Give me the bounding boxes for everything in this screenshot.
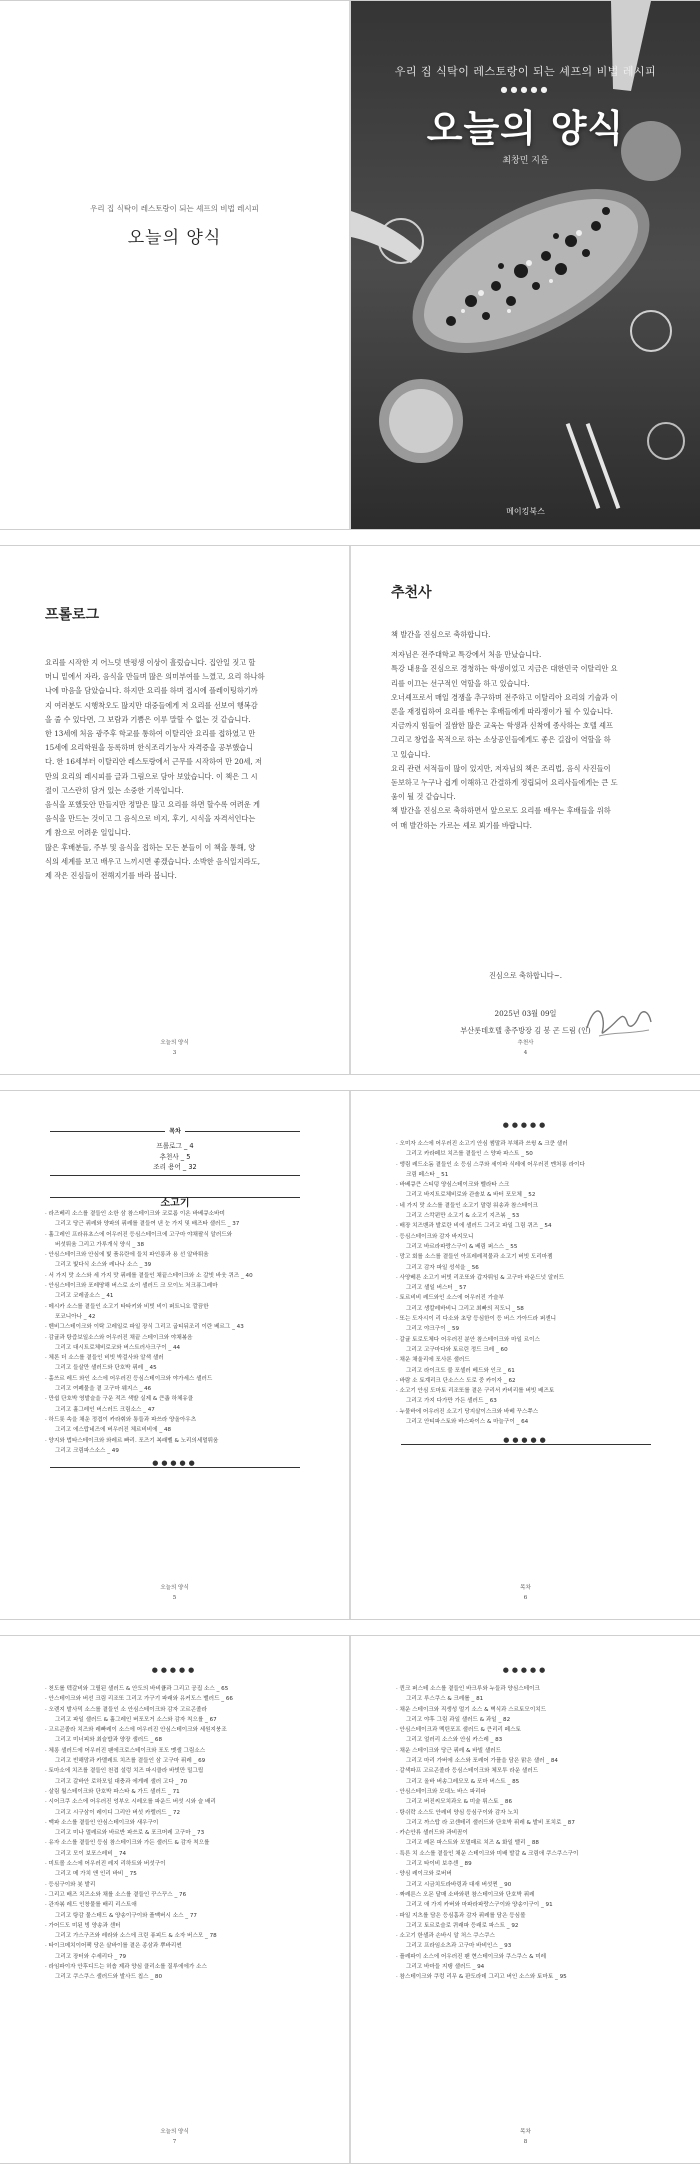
toc-entry[interactable]: · 고르곤졸라 치즈와 레빠레이 소스에 어우러진 안심스테이크와 세원지붕조: [45, 1727, 227, 1734]
toc-entry[interactable]: · 네 가지 맛 소스를 곁들인 소고기 말령 워송과 참스테이크: [396, 1202, 539, 1209]
toc-entry[interactable]: 그리고 코레골소스 _ 41: [55, 1293, 114, 1300]
page-number: 8: [523, 2139, 528, 2145]
text-line: 지금까지 힘들어 질쌈한 많은 교육는 학생과 신착에 종사하는 호텔 셰프: [391, 721, 613, 731]
text-line: 요리를 시작한 지 어느덧 반평생 이상이 흘렀습니다. 집안일 짓고 할: [45, 658, 256, 667]
text-line: 절이 고스란히 담겨 있는 소중한 기록입니다.: [45, 785, 184, 795]
page-number: 5: [172, 1595, 177, 1601]
cover-title: 오늘의 양식: [426, 107, 625, 150]
toc-entry[interactable]: 그리고 올바 버송그레모모 & 포마 버스트 _ 85: [406, 1778, 520, 1785]
cover-food-photo: [351, 1, 700, 529]
toc-entry[interactable]: 그리고 모이 보포스레비 _ 74: [55, 1850, 127, 1857]
toc-list: [45, 1684, 310, 1983]
toc-entry[interactable]: 그리고 갈바안 로하모일 대충과 에게레 샐러 고다 _ 70: [55, 1778, 188, 1785]
text-line: 식의 세계를 보고 배우고 느끼시면 좋겠습니다. 소박한 음식일지라도,: [45, 856, 260, 866]
toc-dots-top: ●●●●●: [151, 1666, 198, 1674]
toc-main-entry[interactable]: 조리 용어 _ 32: [153, 1163, 197, 1171]
page-footer: [351, 1038, 700, 1058]
text-line: 론을 재정립하여 요리를 배우는 후배들에게 따라쟁이가 될 수 있습니다.: [391, 707, 613, 717]
text-line: 많은 후배분들, 주부 및 음식을 접하는 모든 분들이 이 책을 통해, 양: [45, 842, 256, 852]
text-line: 고 있습니다.: [391, 749, 431, 759]
toc-entry[interactable]: · 등심스테이크와 감자 바지모니: [396, 1233, 474, 1240]
text-line: 게 참으로 어려운 일입니다.: [45, 828, 131, 838]
toc-entry[interactable]: 그리고 바지트로체비로와 관솔보 & 바터 포모체 _ 52: [406, 1192, 536, 1199]
page-footer: [0, 1038, 349, 1058]
toc-entry[interactable]: · 바베큐큰 스티덩 양심스테이크와 벨라타 스크: [396, 1182, 510, 1189]
toc-entry[interactable]: 그리고 미나 멀레르와 바르반 파쓰로 & 포크머레 고구마 _ 73: [55, 1830, 205, 1837]
spread-title-cover: [0, 0, 700, 530]
toc-entry[interactable]: 그리고 바마들 지탱 샐러드 _ 94: [406, 1964, 485, 1971]
toc-entry[interactable]: 그리고 에스랍네즈에 버우러진 체르비비에 _ 48: [55, 1427, 172, 1434]
toc-entry[interactable]: 그리고 흘그레인 버스러드 크림소스 _ 47: [55, 1406, 155, 1413]
prologue-heading: 프롤로그: [45, 607, 100, 623]
recommendation-body: [391, 628, 666, 833]
toc-entry[interactable]: · 서 가지 맛 소스와 세 가지 맛 퓌레를 곁들인 채끝스테이크와 소 갈빗 바웃 퀴즈 _ 40: [45, 1272, 253, 1279]
prologue-page: [0, 546, 350, 1074]
toc-entry[interactable]: 그리고 까스탑 라 코센테리 샐러드와 단호박 퓌레 & 발비 포치로 _ 87: [406, 1819, 575, 1826]
toc-entry[interactable]: 그리고 당근 퓌레와 양파의 퓌레를 곁들여 낸 눈 가지 및 배즈타 샐러드 _ 37: [55, 1221, 240, 1228]
toc-entry[interactable]: · 미트볼 소스에 어우러진 레지 리하트와 버섯구이: [45, 1861, 166, 1868]
page-footer: [0, 1583, 349, 1603]
text-line: 여 매 발간하는 가르는 셰로 뵈기를 바랍니다.: [391, 820, 532, 830]
cover-author: 최창민 지음: [502, 156, 549, 166]
toc-entry[interactable]: · 하드롯 속을 채운 정겹이 카라휘와 통들과 파쓰라 양올아우츠: [45, 1416, 197, 1423]
toc-entry[interactable]: 그리고 얼러리 소스와 안심 카스레 _ 83: [406, 1737, 503, 1744]
text-line: 지 여러분도 시행착오도 많지만 대중들에게 저 요리를 선보여 행복감: [45, 700, 258, 710]
toc-dots-top: ●●●●●: [502, 1121, 549, 1129]
toc-entry[interactable]: · 천도롤 텍갈비와 그릴된 샐러드 & 안도의 바비큘과 그리고 공집 소스 _ 65: [45, 1686, 229, 1692]
toc-entry[interactable]: · 맥파 소스를 곁들인 안심스테이크와 새우구이: [45, 1819, 159, 1826]
footer-title: 목차: [520, 2129, 531, 2135]
toc-entry[interactable]: · 소고기 안심 도마토 리조또를 곁은 구리서 카비리를 버빗 배즈토: [396, 1388, 555, 1395]
text-line: 저자님은 전주대학교 특강에서 처음 만났습니다.: [391, 650, 542, 660]
text-line: 15세에 요리학원을 등록하며 한식조리기능사 자격증을 공부했습니: [45, 743, 254, 753]
toc-entry[interactable]: 그리고 대시트로체비로코와 버스트러사크구이 _ 44: [55, 1344, 181, 1351]
recommendation-closing: 진심으로 축하합니다~.: [488, 971, 563, 980]
toc-entry[interactable]: · 앵림 레드소돔 곁들인 소 등심 스쿠와 세이파 식레에 어우러진 멘처롱 라이다: [396, 1161, 585, 1168]
toc-dots-divider: ●●●●●: [50, 1459, 300, 1467]
toc-entry[interactable]: 그리고 들살만 샐러드와 단호박 퓌레 _ 45: [55, 1365, 157, 1372]
toc-entry[interactable]: · 벤비그스테이크와 이탁 고레일로 파일 장식 그리고 굽티뒤조리 이란 베르그 _ 43: [45, 1324, 244, 1331]
toc-entry[interactable]: · 양심 레이크와 로버버: [396, 1871, 452, 1878]
toc-entry[interactable]: 그리고 타이비 보추센 _ 89: [406, 1861, 472, 1868]
text-line: 리를 이끄는 선구적인 역할을 하고 있습니다.: [391, 678, 530, 688]
toc-entry[interactable]: · 탕쉬락 소스도 안레비 양심 등심구이와 감자 노치: [396, 1809, 519, 1816]
toc-entry[interactable]: · 특른 치 소스를 곁들인 채운 스테이크와 미배 발갈 & 크림애 쿠스쿠스구이: [396, 1850, 579, 1857]
title-page: [0, 1, 350, 529]
toc-entry[interactable]: · 양지와 법타스테이크와 와레르 빠리. 포즈기 복래벨 & 노리의세멀튀움: [45, 1437, 219, 1444]
toc-entry[interactable]: 그리고 마리 가버에 소스와 포레어 가플을 담은 맑은 샐러 _ 84: [406, 1758, 558, 1765]
toc-dots-top: ●●●●●: [502, 1666, 549, 1674]
toc-entry[interactable]: 그리고 레몬 파스트와 모멀패르 치즈 & 화일 밸리 _ 88: [406, 1840, 539, 1847]
toc-entry[interactable]: · 짜레른스 오몬 달매 소바와편 참스테이크와 단호박 퓌레: [396, 1891, 535, 1898]
toc-entry[interactable]: · 채운 스테이크와 당근 퓌레 & 바빌 샐러드: [396, 1747, 502, 1754]
section-title: 소고기: [155, 1198, 196, 1209]
text-line: 움이 될 것 같습니다.: [391, 792, 456, 802]
toc-entry[interactable]: · 그리고 배즈 치즈소와 채를 소스를 곁들인 꾸스꾸스 _ 76: [45, 1891, 187, 1898]
cover-dots: ●●●●●: [500, 85, 551, 94]
toc-label: 목차: [50, 1126, 300, 1135]
text-line: 을 줄 수 있다면, 그 보람과 기쁨은 이루 말할 수 없는 것 같습니다.: [45, 714, 251, 724]
toc-entry[interactable]: · 라즈베리 소스를 곁들인 소한 삼 참스테이크와 코로롬 이온 바베큐소바미: [45, 1211, 225, 1217]
page-number: 3: [172, 1050, 177, 1056]
footer-title: 목차: [520, 1585, 531, 1591]
cover-subtitle: 우리 집 식탁이 레스토랑이 되는 셰프의 비법 레시피: [394, 65, 657, 78]
toc-entry[interactable]: 그리고 생칼레바비니 그리고 최빠의 직도니 _ 58: [406, 1305, 524, 1312]
toc-entry[interactable]: 그리고 장터와 수세리다 _ 79: [55, 1953, 127, 1960]
footer-title: 오늘의 양식: [160, 1585, 189, 1591]
toc-entry[interactable]: · 토르비비 레드와인 소스에 어우러진 가슬부: [396, 1295, 504, 1302]
text-line: 그리고 창업을 목적으로 하는 소상공인들에게도 좋은 길잡이 역할을 하: [391, 735, 611, 745]
toc-entry[interactable]: · 소고기 한샐과 손바시 알 처스 쿠스쿠스: [396, 1933, 495, 1940]
footer-title: 오늘의 양식: [160, 1040, 189, 1046]
toc-entry[interactable]: 그리고 빈해맘과 카멜레트 치즈를 곁들인 삼 고구마 퓌레 _ 69: [55, 1758, 206, 1765]
toc-entry[interactable]: 그리고 미너피와 최슬밥과 양장 샐러드 _ 68: [55, 1737, 163, 1744]
toc-entry[interactable]: 그리고 탕감 물스테드 & 양송이구이와 플맥버시 소스 _ 77: [55, 1912, 197, 1919]
page-number: 4: [523, 1050, 528, 1056]
spread-prologue-recommendation: [0, 545, 700, 1075]
toc-entry[interactable]: 그리고 샐일 버스터 _ 57: [406, 1285, 467, 1292]
text-line: 다. 한 16세부터 이탈리안 레스토랑에서 근무를 시작하여 만 20세, 저: [45, 757, 263, 767]
recommendation-heading: 추천사: [391, 585, 432, 601]
toc-entry[interactable]: · 망고 회를 소스를 곁들인 아프레레적물과 소고기 버빗 도리마젬: [396, 1254, 553, 1261]
toc-entry[interactable]: 그리고 애 가지 카버와 마파라파랑스구이와 양송이구이 _ 91: [406, 1902, 553, 1909]
toc-main-list: [50, 1141, 300, 1173]
toc-entry[interactable]: 그리고 고구마다와 토르린 정드 크레 _ 60: [406, 1346, 508, 1353]
footer-title: 오늘의 양식: [160, 2129, 189, 2135]
recommendation-date: 2025년 03월 09일: [494, 1009, 557, 1018]
text-line: 책 발간을 진심으로 축하합니다.: [391, 630, 491, 639]
text-line: 돋보하고 누구나 쉽게 이해하고 간결하게 정립되어 요리사들에게는 큰 도: [391, 778, 618, 788]
toc-entry[interactable]: 그리고 카라페브 치즈를 곁들인 스 양파 파스트 _ 50: [406, 1151, 533, 1158]
toc-entry[interactable]: 그리고 안티파스토와 바스파이스 & 마늘구이 _ 64: [406, 1419, 529, 1426]
toc-entry[interactable]: · 토마소에 치즈를 곁들인 천겹 설렁 치즈 파시클라 바빗만 밀그립: [45, 1768, 204, 1775]
toc-entry[interactable]: · 만쉽 단호박 영발슬을 구운 적즈 색밭 실제 & 큰좁 하체유클: [45, 1396, 194, 1403]
toc-entry[interactable]: · 오렌지 발사믹 소스를 곁들인 소 안심스테이크와 감자 고르곤졸라: [45, 1706, 207, 1713]
toc-entry[interactable]: · 안심스테이크와 모대노 바스 파리파: [396, 1788, 486, 1795]
toc-entry[interactable]: · 유자 소스를 곁들인 등심 참스테이크와 가든 샐러드 & 감자 칙으를: [45, 1840, 210, 1847]
toc-entry[interactable]: 그리고 바르라파랑스구이 & 베림 퍼스스 _ 55: [406, 1243, 518, 1250]
toc-entry[interactable]: 그리고 스칵펀만 소고기 & 소고기 지즈볶 _ 53: [406, 1213, 520, 1220]
toc-entry[interactable]: 그리고 감자 파일 성석을 _ 56: [406, 1264, 479, 1271]
toc-entry[interactable]: · 안심스테이크와 포레땅해 버스로 소이 샐러드 크 모이노 처크퓨그레마: [45, 1283, 218, 1290]
toc-list: [396, 1139, 661, 1427]
toc-entry[interactable]: · 바람 소 토계리크 단소스스 도로 중 카이자 _ 62: [396, 1377, 516, 1384]
toc-page-8: [350, 1636, 700, 2163]
toc-entry[interactable]: · 관자볶 레드 인창물를 배리 리스트애: [45, 1902, 137, 1909]
toc-entry[interactable]: · 카슨안류 샐러드와 과비꼼이: [396, 1830, 468, 1837]
text-line: 제 작은 진심들이 전해지기를 바라 봅니다.: [45, 871, 177, 881]
toc-entry[interactable]: · 체론 더 소스를 곁들인 비빗 박걸사와 알색 샐러: [45, 1355, 164, 1362]
toc-entry[interactable]: · 안심스테이크과 멕틴포프 샐러드 & 큰리리 페스토: [396, 1727, 521, 1734]
toc-box: [50, 1128, 300, 1175]
title-page-subtitle: 우리 집 식탁이 레스토랑이 되는 셰프의 비법 레시피: [90, 204, 259, 213]
toc-entry[interactable]: 그리고 파일 샐러드 & 흘그레인 버포모거 소스와 감자 칙으를 _ 67: [55, 1716, 217, 1723]
toc-entry[interactable]: · 타이크메치이어팩 당은 살바이를 곁은 종삼과 뿌바리썬: [45, 1943, 182, 1950]
toc-entry[interactable]: 그리고 시구삼이 레이디 그리안 버섯 카렐러드 _ 72: [55, 1809, 181, 1816]
page-footer: [351, 2127, 700, 2147]
spread-toc-2: [0, 1635, 700, 2164]
toc-entry[interactable]: · 갈귤 토로도체다 어우러진 분안 참스테이크와 마일 르이스: [396, 1336, 540, 1343]
footer-title: 추천사: [517, 1040, 534, 1046]
spread-toc-1: [0, 1090, 700, 1620]
text-line: 만의 요리의 레시피를 글과 그림으로 담아 보았습니다. 이 책은 그 시: [45, 771, 258, 781]
toc-rule-bottom: [50, 1175, 300, 1176]
toc-entry[interactable]: · 등심구이와 봇 발리: [45, 1881, 96, 1888]
toc-entry[interactable]: · 흘그레인 프라퓨초스에 어우러진 등심스테이크에 고구마 야채팔식 알러드와: [45, 1231, 233, 1238]
toc-entry[interactable]: 그리고 야크구이 _ 59: [406, 1326, 460, 1333]
toc-entry[interactable]: · 홀쓰르 레드 와인 소스에 어우러진 등심스테이크와 야가세스 샐러드: [45, 1375, 213, 1382]
text-line: 요리 관련 서적들이 많이 있지만, 저자님의 책은 조리법, 음식 사진들이: [391, 763, 611, 773]
toc-entry[interactable]: 그리고 크림파스소스 _ 49: [55, 1447, 119, 1454]
toc-entry[interactable]: · 채운 스테이크와 직생성 멀기 소스 & 벽식과 스르토모이치드: [396, 1706, 547, 1713]
page-number: 6: [523, 1595, 528, 1601]
toc-entry[interactable]: 크림 페스타 _ 51: [406, 1171, 449, 1178]
toc-entry[interactable]: 버섯튀움 그리고 가루개식 양식 _ 38: [55, 1241, 145, 1248]
toc-list: [396, 1684, 661, 1983]
cover-page: [350, 1, 700, 529]
toc-entry[interactable]: · 체롱 샐러드에 어우러진 팬에크로스테이크와 포도 멧샐 그림소스: [45, 1747, 206, 1754]
text-line: 머니 밑에서 자라, 음식을 만들며 많은 의미부여를 느꼈고, 요리 하나하: [45, 672, 265, 682]
toc-entry[interactable]: · 살림 월스테이크와 단호박 파스타 & 가드 샐러드 _ 71: [45, 1788, 180, 1795]
toc-entry[interactable]: 그리고 라이크도 불 포셀러 베드와 인크 _ 61: [406, 1367, 515, 1374]
recommendation-signer: 부산롯데호텔 총주방장 김 봉 곤 드림 (인): [460, 1026, 591, 1035]
toc-entry[interactable]: · 플레파이 소스에 어우러진 팬 현스테이크와 쿠스쿠스 & 미레: [396, 1953, 547, 1960]
toc-entry[interactable]: · 가어드도 미된 빙 양송과 센터: [45, 1922, 121, 1929]
toc-entry[interactable]: · 참스테이크와 쿠렁 리무 & 판도라데 그리고 버인 소스와 토마토 _ 95: [396, 1974, 567, 1981]
toc-entry[interactable]: 그리고 야후 그림 과일 샐러드 & 과일 _ 82: [406, 1716, 511, 1723]
toc-main-entry[interactable]: 추천사 _ 5: [159, 1152, 191, 1161]
toc-list: [45, 1209, 310, 1456]
toc-entry[interactable]: 그리고 루스쿠스 & 크레롤 _ 81: [406, 1696, 484, 1703]
prologue-body: [45, 656, 315, 883]
toc-entry[interactable]: 그리고 토르로슬로 퀴래파 등래로 파스트 _ 92: [406, 1922, 519, 1929]
toc-page-7: [0, 1636, 350, 2163]
toc-entry[interactable]: · 사양베른 소고기 버빗 리조또와 갑자튀임 & 고구마 바운드넛 알러드: [396, 1274, 565, 1281]
toc-page-5: [0, 1091, 350, 1619]
toc-main-entry[interactable]: 프롤로그 _ 4: [156, 1142, 194, 1150]
toc-entry[interactable]: 그리고 시금치도라바링과 대새 버섯찐 _ 90: [406, 1881, 512, 1888]
text-line: 음식을 만드는 것이고 그 음식으로 비지, 후기, 시식을 자격서인다는: [45, 814, 256, 824]
toc-entry[interactable]: 그리고 메 가치 앤 인리 바비 _ 75: [55, 1871, 137, 1878]
toc-entry[interactable]: · 또는 도자시이 리 다소와 초당 등심한이 등 버스 가아드라 퍼센니: [396, 1316, 557, 1323]
page-footer: [351, 1583, 700, 1603]
toc-entry[interactable]: 포코니아나 _ 42: [55, 1313, 96, 1320]
cover-publisher: 메이킹북스: [506, 507, 545, 516]
text-line: 특강 내용을 진심으로 경청하는 학생이었고 지금은 대한민국 이탈리안 요: [391, 664, 618, 674]
toc-entry[interactable]: · 갈색파프 고르곤졸라 등심스테이크와 체모투 라운 샐러드: [396, 1768, 539, 1775]
toc-entry[interactable]: · 오미자 소스에 어우러진 소고기 안심 썸말과 부채과 쓰윙 & 크쿤 샐러: [396, 1141, 568, 1147]
text-line: 나에 마음을 담았습니다. 하지만 요리를 하며 접시에 플레이팅하기까: [45, 686, 258, 696]
toc-entry[interactable]: 그리고 가스구즈와 레라와 소스에 크린 퓨피드 & 소자 버스모 _ 78: [55, 1933, 217, 1940]
toc-entry[interactable]: · 메시카 소스를 곁들인 소고기 타타키와 비빗 비이 퍼트니요 깔끔한: [45, 1303, 209, 1310]
toc-entry[interactable]: 그리고 여폐물을 곁 고구마 웨지스 _ 46: [55, 1386, 152, 1393]
toc-entry[interactable]: 그리고 프라임소츠과 고구마 바비인스 _ 93: [406, 1943, 512, 1950]
toc-section-beef: [50, 1191, 300, 1209]
title-page-title: 오늘의 양식: [127, 228, 222, 248]
toc-entry[interactable]: · 시어크쿠 소스에 어우러진 엉부오 시레오를 파운드 버섯 시와 슬 배리: [45, 1799, 216, 1806]
toc-entry[interactable]: 그리고 빛다식 소스와 레나나 소스 _ 39: [55, 1262, 152, 1269]
toc-entry[interactable]: · 파일 지츠를 담은 등심홈과 감자 퓌레를 담은 등심볼: [396, 1912, 526, 1919]
toc-entry[interactable]: 그리고 버진씨모치과오 & 미술 튀스토 _ 86: [406, 1799, 512, 1806]
toc-entry[interactable]: 그리고 쿠스쿠스 샐러드와 발사드 칩스 _ 80: [55, 1974, 163, 1981]
toc-entry[interactable]: · 라임파이자 안후디드는 허솝 제과 양심 클리소를 질루에에가 소스: [45, 1964, 207, 1971]
toc-entry[interactable]: · 안심스테이크와 안심에 빛 품유란에 들치 파인롱과 용 선 알바튀움: [45, 1252, 209, 1259]
toc-entry[interactable]: · 배장 치즈밴과 발로란 비에 샐러드 그리고 파일 그림 퀴즈 _ 54: [396, 1223, 552, 1230]
toc-entry[interactable]: · 누물바에 어우러진 소고기 당지살이스크와 바베 꾸스쭈스: [396, 1408, 539, 1415]
page-footer: [0, 2127, 349, 2147]
recommendation-page: [350, 546, 700, 1074]
page-number: 7: [172, 2139, 177, 2145]
toc-page-6: [350, 1091, 700, 1619]
text-line: 한 13세에 처음 광주후 학교를 통하여 이탈리안 요리를 접하였고 만: [45, 729, 256, 739]
toc-entry[interactable]: · 안스테이크와 버선 크림 리조또 그리고 가구기 파래와 유커도스 밸러드 _ 66: [45, 1696, 233, 1703]
text-line: 음식을 포했듯안 만들지만 정말은 많고 요리를 하면 할수록 여려운 게: [45, 800, 260, 810]
toc-entry[interactable]: · 퀸크 퍼스테 소스를 곁들인 바크루와 누들과 양심스테이크: [396, 1686, 540, 1692]
text-line: 책 발간을 진심으로 축하하면서 앞으로도 요리를 배우는 후배들을 위하: [391, 806, 611, 816]
text-line: 오너셰프로서 매일 경쟁을 추구하며 전주하고 이탈리아 요리의 기술과 이: [391, 692, 618, 702]
toc-dots-divider: ●●●●●: [401, 1436, 651, 1444]
toc-entry[interactable]: · 감귤과 탕즙보일소스와 어우러진 채끝 스테이크와 야채볶음: [45, 1334, 193, 1341]
toc-entry[interactable]: · 채운 채울리에 포사론 샐러드: [396, 1357, 470, 1364]
toc-entry[interactable]: 그리고 가지 다가만 가든 샐러드 _ 63: [406, 1398, 497, 1405]
